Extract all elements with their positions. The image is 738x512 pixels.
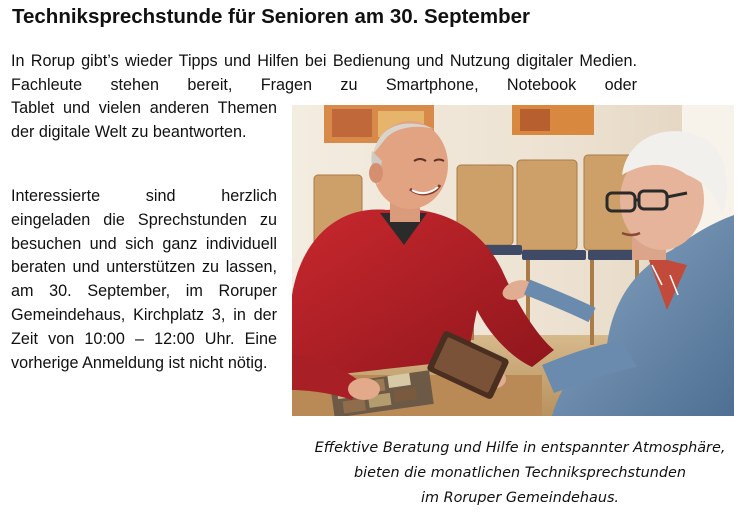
intro-paragraph: In Rorup gibt’s wieder Tipps und Hilfen bei Bedienung und Nutzung digitaler Medien. Fachleute stehen bereit, Fragen zu Smartphone, Notebook oder [11, 52, 637, 94]
article-photo [292, 105, 734, 416]
article-title: Techniksprechstunde für Senioren am 30. September [12, 5, 530, 28]
caption-line-2: bieten die monatlichen Techniksprechstunden [354, 465, 686, 481]
body-paragraph-1: Tablet und vielen anderen Themen der digitale Welt zu beantworten. [11, 99, 277, 141]
photo-caption [290, 436, 738, 511]
caption-line-1: Effektive Beratung und Hilfe in entspannter Atmosphäre, [314, 440, 726, 456]
caption-line-3: im Roruper Gemeindehaus. [420, 490, 620, 506]
body-paragraph-2: Interessierte sind herzlich eingeladen die Sprechstunden zu besuchen und sich ganz individuell beraten und unterstützen zu lassen, am 30. September, im Roruper Gemeindehaus, Kirchplatz 3, in der Zeit von 10:00 – 12:00 Uhr. Eine vorherige Anmeldung ist nicht nötig. [11, 187, 277, 372]
